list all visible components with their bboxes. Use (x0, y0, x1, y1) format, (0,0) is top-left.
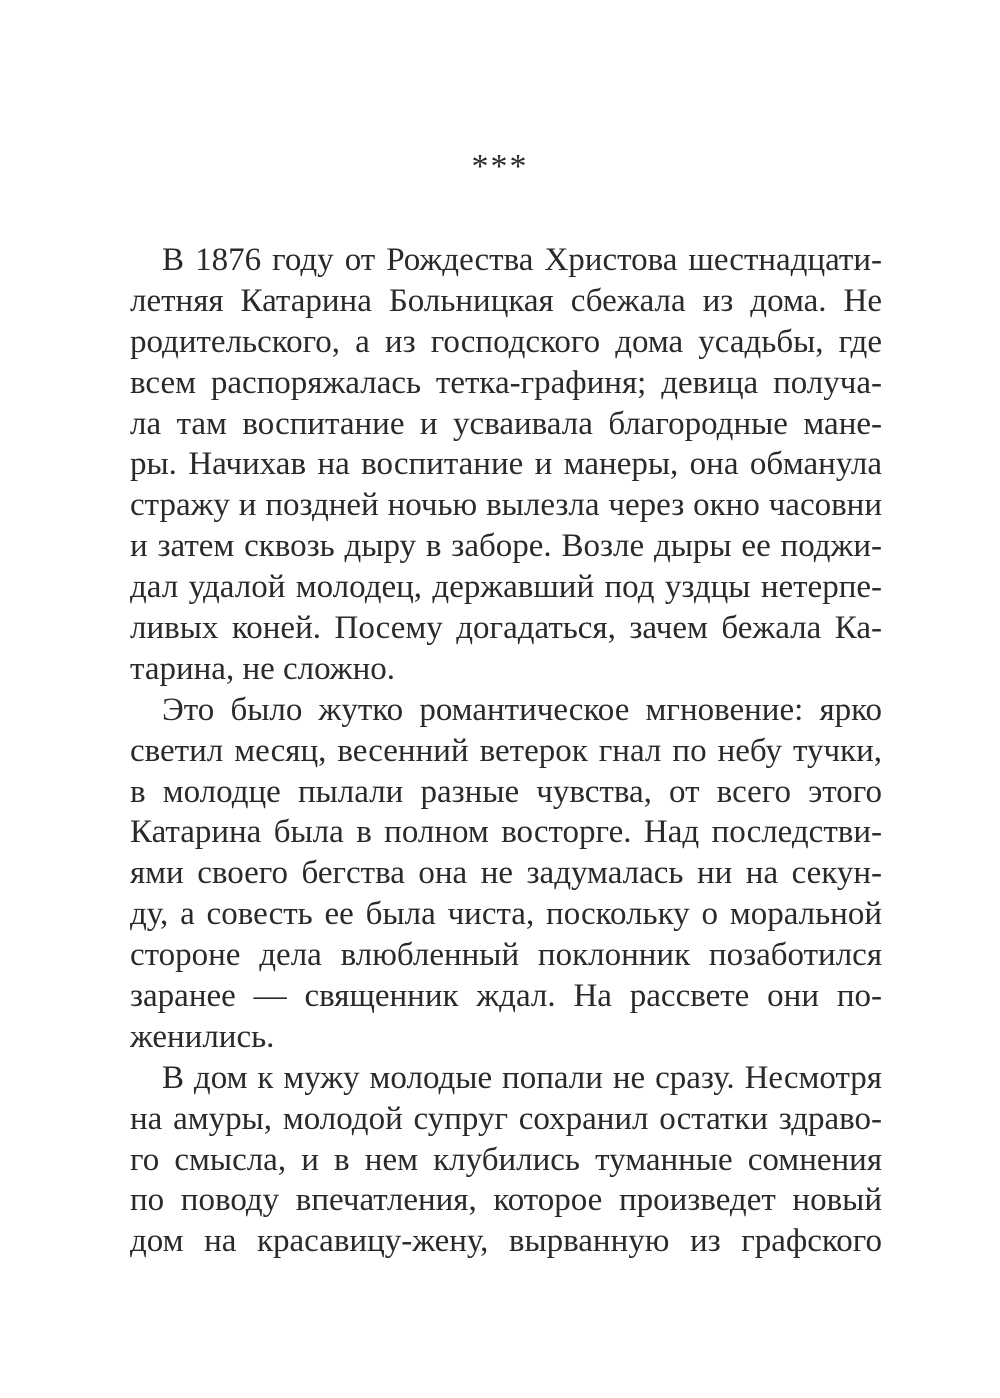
text-line: родительского, а из господского дома усадьбы, где (130, 323, 882, 360)
text-line: ливых коней. Посему догадаться, зачем бежала Ка- (130, 610, 882, 647)
text-line: ла там воспитание и усваивала благородные мане- (130, 405, 882, 442)
text-line: ями своего бегства она не задумалась ни на секун- (130, 855, 882, 892)
text-line: В дом к мужу молодые попали не сразу. Несмотря (162, 1059, 882, 1096)
text-line: Это было жутко романтическое мгновение: ярко (162, 691, 882, 728)
text-line: Катарина была в полном восторге. Над последстви- (130, 814, 882, 851)
section-separator: *** (471, 148, 529, 185)
text-line: стороне дела влюбленный поклонник позаботился (130, 937, 882, 974)
text-line: стражу и поздней ночью вылезла через окно часовни (130, 487, 882, 524)
text-line: дом на красавицу-жену, вырванную из графского (130, 1223, 882, 1260)
text-line: В 1876 году от Рождества Христова шестнадцати- (162, 242, 882, 278)
text-line: женились. (130, 1018, 275, 1055)
text-line: ду, а совесть ее была чиста, поскольку о моральной (130, 896, 882, 933)
text-line: ры. Начихав на воспитание и манеры, она обманула (130, 446, 882, 483)
text-line: летняя Катарина Больницкая сбежала из дома. Не (130, 282, 882, 319)
text-line: заранее — священник ждал. На рассвете они по- (130, 978, 882, 1015)
text-line: дал удалой молодец, державший под уздцы нетерпе- (130, 569, 882, 606)
body-text (130, 240, 882, 1262)
text-line: го смысла, и в нем клубились туманные сомнения (130, 1141, 882, 1178)
text-line: светил месяц, весенний ветерок гнал по небу тучки, (130, 732, 882, 769)
text-line: по поводу впечатления, которое произведет новый (130, 1182, 882, 1219)
text-line: всем распоряжалась тетка-графиня; девица получа- (130, 364, 882, 401)
text-line: тарина, не сложно. (130, 650, 395, 687)
text-line: и затем сквозь дыру в заборе. Возле дыры ее поджи- (130, 528, 882, 565)
text-line: на амуры, молодой супруг сохранил остатки здраво- (130, 1100, 882, 1137)
text-line: в молодце пылали разные чувства, от всего этого (130, 773, 882, 810)
